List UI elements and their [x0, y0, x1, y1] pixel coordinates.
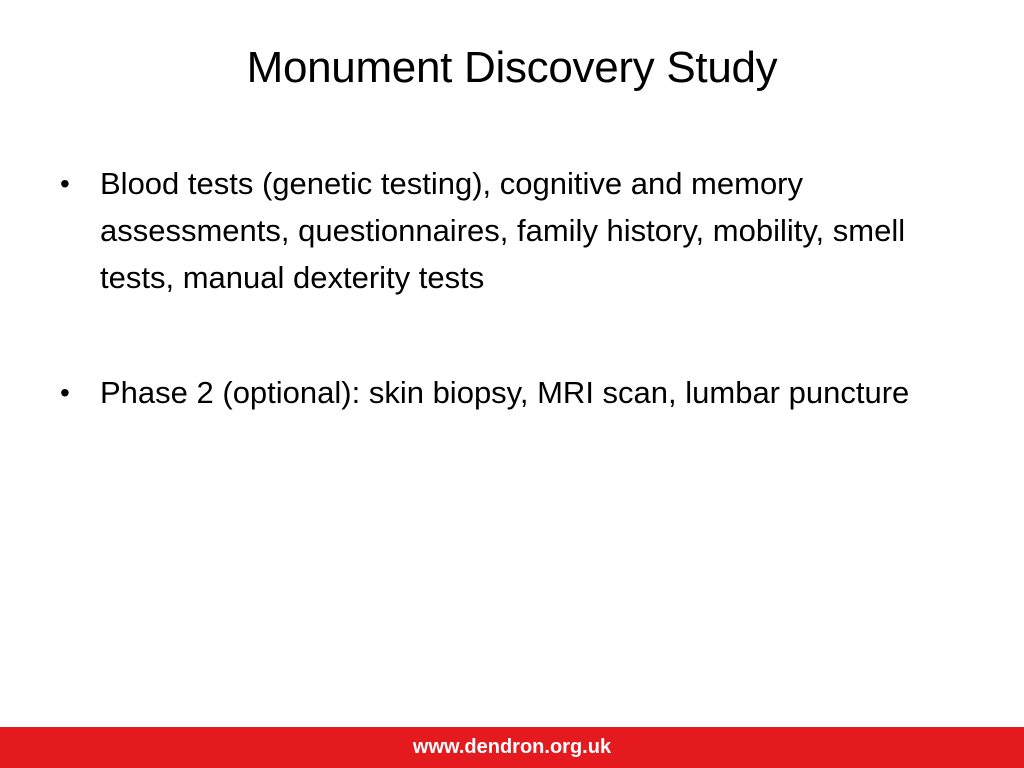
bullet-text: Phase 2 (optional): skin biopsy, MRI scan, lumbar puncture: [100, 375, 910, 410]
footer-url-link[interactable]: www.dendron.org.uk: [412, 736, 612, 758]
bullet-item-tests: [60, 160, 970, 301]
slide-title: Monument Discovery Study: [246, 43, 778, 92]
footer-bar: [0, 727, 1024, 768]
bullet-marker: •: [60, 377, 70, 408]
bullet-item-phase-2: [60, 369, 970, 416]
bullet-marker: •: [60, 168, 70, 199]
bullet-text: Blood tests (genetic testing), cognitive and memory assessments, questionnaires, family history, mobility, smell tests, manual dexterity tests: [100, 166, 906, 295]
bullet-list: [60, 160, 970, 484]
